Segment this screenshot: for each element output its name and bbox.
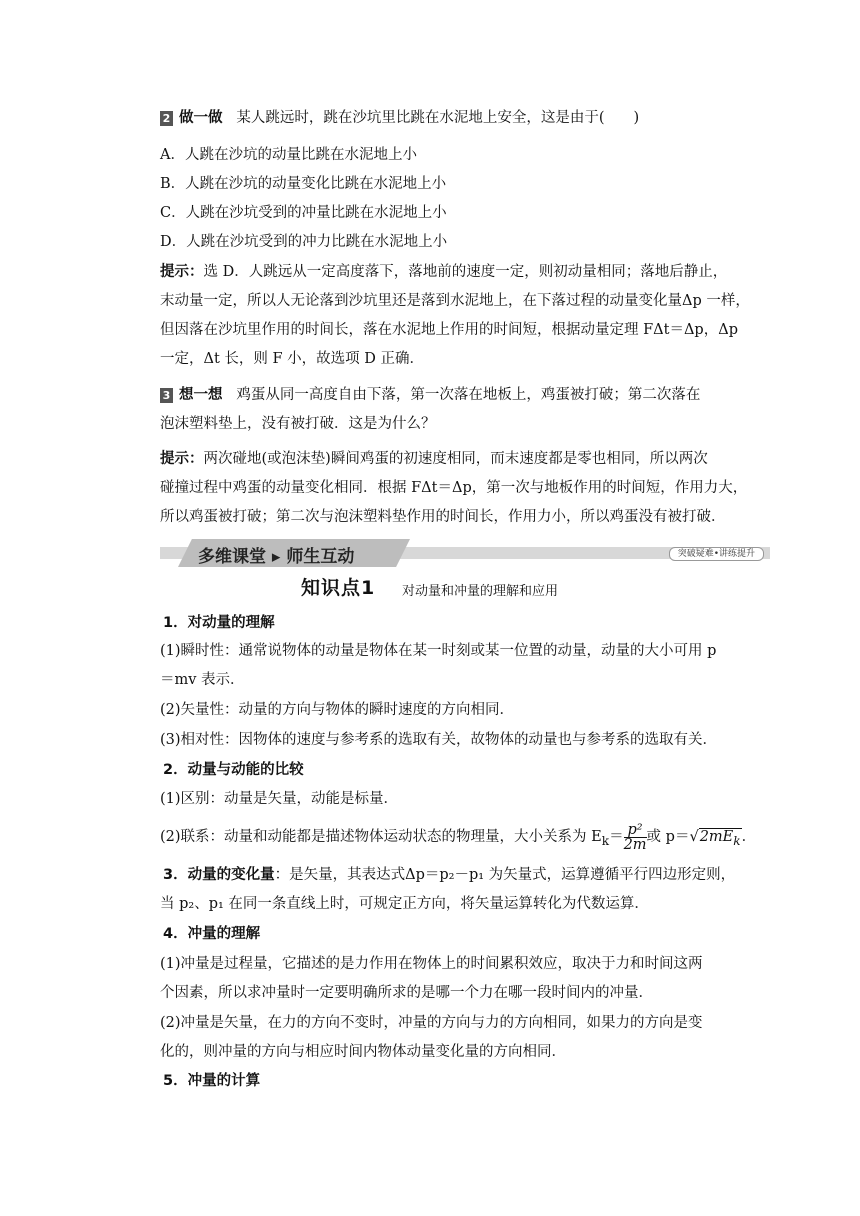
section2-hint-line-3: 但因落在沙坑里作用的时间长，落在水泥地上作用的时间短，根据动量定理 FΔt＝Δp，Δp	[160, 322, 738, 338]
para-8b: 化的，则冲量的方向与相应时间内物体动量变化量的方向相同．	[160, 1044, 566, 1060]
heading-2: 2．动量与动能的比较	[163, 762, 304, 778]
section2-hint-line-2: 末动量一定，所以人无论落到沙坑里还是落到水泥地上，在下落过程的动量变化量Δp 一样，	[160, 293, 750, 309]
hint-label: 提示：	[160, 264, 204, 280]
section3-question-line	[160, 385, 700, 405]
para-1b: ＝mv 表示．	[160, 672, 245, 688]
equals-sign: ＝	[609, 829, 624, 845]
para-1a: (1)瞬时性：通常说物体的动量是物体在某一时刻或某一位置的动量，动量的大小可用 p	[160, 643, 717, 659]
fraction	[624, 823, 647, 852]
heading-3: 3．动量的变化量	[163, 867, 275, 883]
para-8a: (2)冲量是矢量，在力的方向不变时，冲量的方向与力的方向相同，如果力的方向是变	[160, 1015, 703, 1031]
section3-hint-line-3: 所以鸡蛋被打破；第二次与泡沫塑料垫作用的时间长，作用力小，所以鸡蛋没有被打破．	[160, 509, 726, 525]
para-2: (2)矢量性：动量的方向与物体的瞬时速度的方向相同．	[160, 702, 515, 718]
para-4: (1)区别：动量是矢量，动能是标量．	[160, 791, 399, 807]
para-7b: 个因素，所以求冲量时一定要明确所求的是哪一个力在哪一段时间内的冲量．	[160, 985, 653, 1001]
ek-subscript: k	[601, 833, 610, 848]
section3-question: 鸡蛋从同一高度自由下落，第一次落在地板上，鸡蛋被打破；第二次落在	[236, 387, 701, 403]
or-text: 或 p＝	[646, 829, 690, 845]
sqrt-text: 2mE	[699, 829, 734, 845]
sqrt-subscript: k	[733, 833, 741, 848]
heading-1: 1．对动量的理解	[163, 615, 275, 631]
hint-text: 两次碰地(或泡沫垫)瞬间鸡蛋的初速度相同，而末速度都是零也相同，所以两次	[203, 451, 708, 467]
banner-title: 多维课堂 ▸ 师生互动	[198, 547, 355, 567]
banner-right-tag: 突破疑难•讲练提升	[669, 547, 764, 561]
para-5-prefix: (2)联系：动量和动能都是描述物体运动状态的物理量，大小关系为 E	[160, 829, 602, 845]
section2-hint-line-1	[160, 262, 727, 282]
section2-question: 某人跳远时，跳在沙坑里比跳在水泥地上安全，这是由于( )	[236, 110, 640, 126]
heading-3-rest: ：是矢量，其表达式Δp＝p₂－p₁ 为矢量式，运算遵循平行四边形定则，	[274, 867, 736, 883]
fraction-numerator: p²	[624, 823, 647, 838]
heading-5: 5．冲量的计算	[163, 1073, 261, 1089]
section2-hint-line-4: 一定，Δt 长，则 F 小，故选项 D 正确．	[160, 351, 425, 367]
section3-hint-line-1	[160, 449, 708, 469]
heading-4: 4．冲量的理解	[163, 926, 261, 942]
option-b: B．人跳在沙坑的动量变化比跳在水泥地上小	[160, 176, 447, 192]
para-6: 当 p₂、p₁ 在同一条直线上时，可规定正方向，将矢量运算转化为代数运算．	[160, 896, 649, 912]
option-c: C．人跳在沙坑受到的冲量比跳在水泥地上小	[160, 205, 447, 221]
sqrt-content	[699, 828, 742, 848]
section3-label: 想一想	[179, 387, 223, 403]
option-a: A．人跳在沙坑的动量比跳在水泥地上小	[160, 147, 417, 163]
section2-label: 做一做	[179, 110, 223, 126]
para-6-line-1	[163, 865, 735, 885]
section2-question-line	[160, 108, 639, 128]
knowledge-point-title: 知识点1	[301, 577, 376, 599]
section-banner	[160, 539, 770, 567]
section-number-badge: 2	[160, 111, 173, 126]
para-5-end: ．	[741, 829, 757, 845]
para-5-formula: (2)联系：动量和动能都是描述物体运动状态的物理量，大小关系为 $E_k=$ $\frac{\text{p²}}{2m}$ 或 $p=√2mE_k$．	[160, 821, 757, 853]
section-number-badge: 3	[160, 388, 173, 403]
section3-question-line-2: 泡沫塑料垫上，没有被打破．这是为什么？	[160, 416, 436, 432]
fraction-denominator: 2m	[623, 836, 647, 853]
para-3: (3)相对性：因物体的速度与参考系的选取有关，故物体的动量也与参考系的选取有关．	[160, 732, 718, 748]
option-d: D．人跳在沙坑受到的冲力比跳在水泥地上小	[160, 234, 448, 250]
para-7a: (1)冲量是过程量，它描述的是力作用在物体上的时间累积效应，取决于力和时间这两	[160, 956, 703, 972]
section3-hint-line-2: 碰撞过程中鸡蛋的动量变化相同．根据 FΔt＝Δp，第一次与地板作用的时间短，作用力大，	[160, 480, 748, 496]
hint-label: 提示：	[160, 451, 204, 467]
hint-text: 选 D．人跳远从一定高度落下，落地前的速度一定，则初动量相同；落地后静止，	[203, 264, 728, 280]
knowledge-point-subtitle: 对动量和冲量的理解和应用	[402, 584, 559, 599]
